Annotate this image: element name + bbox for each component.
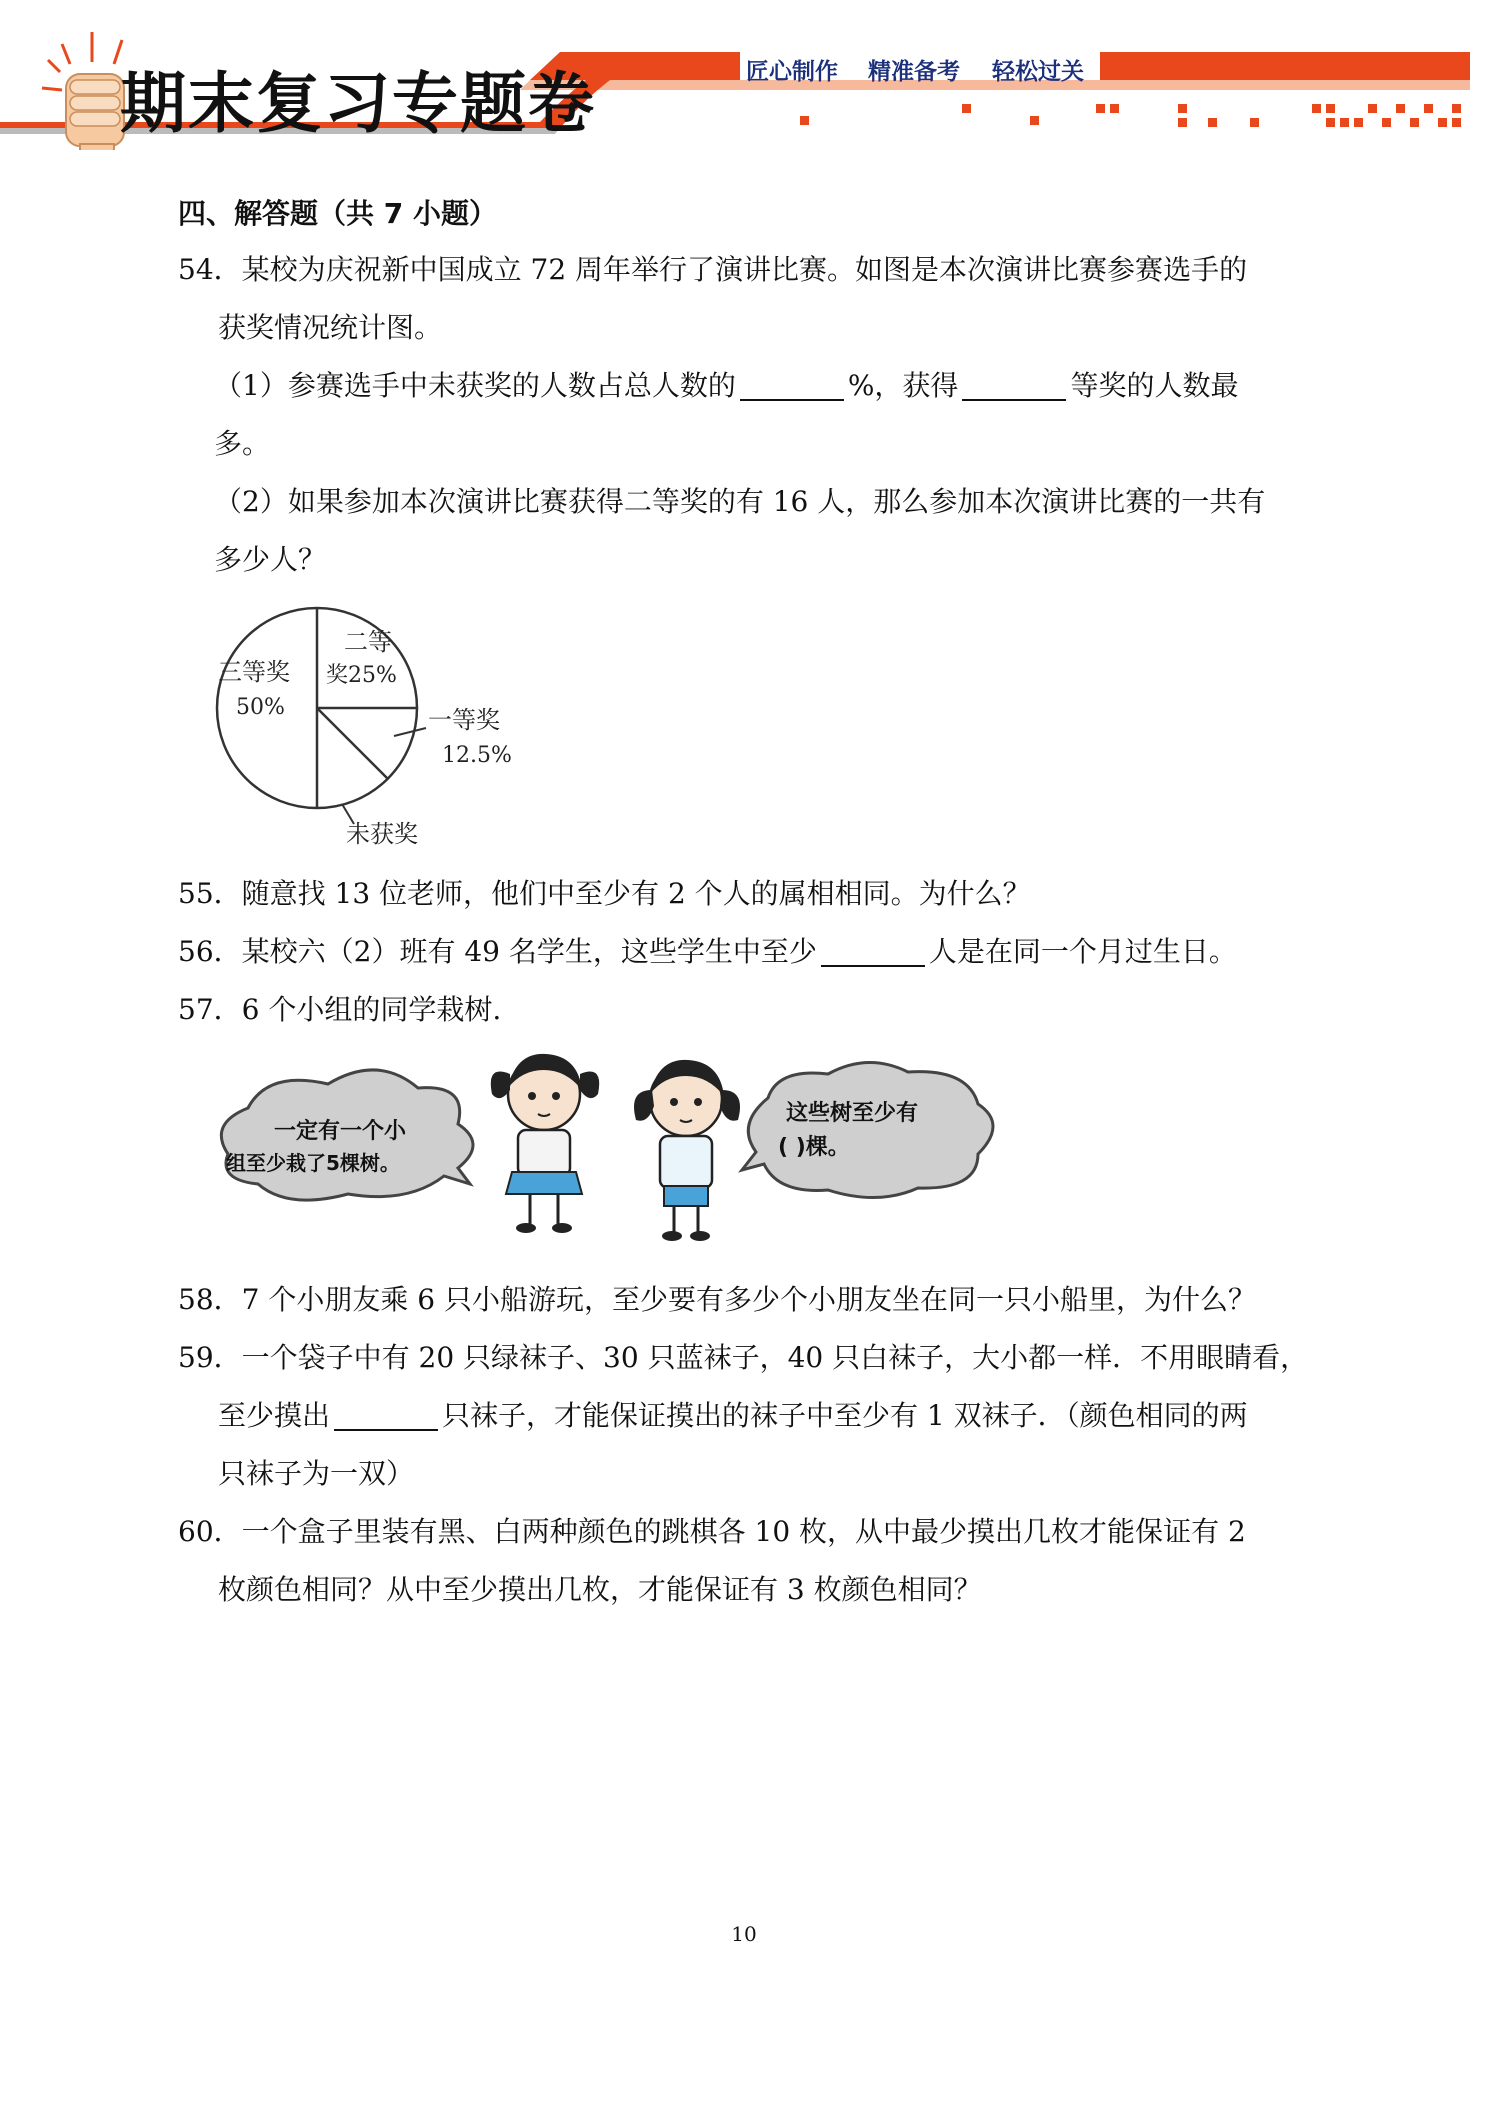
q54-blank-1[interactable] <box>740 371 844 401</box>
q59-blank[interactable] <box>334 1401 438 1431</box>
leader-first-prize <box>394 728 426 736</box>
q56-text-b: 人是在同一个月过生日。 <box>928 935 1237 968</box>
q57-illustration <box>208 1044 1008 1244</box>
label-second-prize-value: 奖25% <box>326 663 397 688</box>
label-no-prize: 未获奖 <box>346 820 418 848</box>
q56-blank[interactable] <box>821 937 925 967</box>
q57-text: 57．6 个小组的同学栽树. <box>178 993 502 1026</box>
q59-line1: 59．一个袋子中有 20 只绿袜子、30 只蓝袜子，40 只白袜子，大小都一样．不用眼睛看， <box>178 1341 1309 1374</box>
section-title: 四、解答题（共 7 小题） <box>178 197 497 230</box>
label-first-prize: 一等奖 <box>428 706 500 734</box>
q54-part1-text-a: （1）参赛选手中未获奖的人数占总人数的 <box>214 369 736 402</box>
q56-text-a: 56．某校六（2）班有 49 名学生，这些学生中至少 <box>178 935 817 968</box>
girl-left-figure <box>491 1054 599 1233</box>
girl-right-figure <box>634 1060 740 1241</box>
q54-part2-line2: 多少人？ <box>214 543 327 576</box>
pie-radius-3 <box>317 708 388 779</box>
bubble-right-line2: ( )棵。 <box>778 1135 850 1160</box>
q54-part1-text-b: %，获得 <box>847 369 959 402</box>
q58-text: 58．7 个小朋友乘 6 只小船游玩，至少要有多少个小朋友坐在同一只小船里，为什么？ <box>178 1283 1256 1316</box>
q59-line2-text-a: 至少摸出 <box>218 1399 331 1432</box>
label-third-prize-value: 50% <box>236 695 285 720</box>
q60-line1: 60．一个盒子里装有黑、白两种颜色的跳棋各 10 枚，从中最少摸出几枚才能保证有 2 <box>178 1515 1246 1548</box>
q56-text <box>178 930 1237 970</box>
bubble-left-line2: 组至少栽了5棵树。 <box>226 1151 400 1175</box>
q59-line2 <box>218 1394 1248 1434</box>
q59-line3: 只袜子为一双） <box>218 1457 415 1490</box>
page-header <box>0 0 1488 150</box>
label-second-prize: 二等 <box>344 628 392 656</box>
bubble-right-line1: 这些树至少有 <box>786 1101 919 1126</box>
bubble-left-line1: 一定有一个小 <box>274 1119 407 1144</box>
header-dot-pattern <box>800 104 1461 127</box>
header-slogan-2: 精准备考 <box>868 59 960 85</box>
q54-part1-end: 多。 <box>214 427 271 460</box>
q55-text: 55．随意找 13 位老师，他们中至少有 2 个人的属相相同。为什么？ <box>178 877 1031 910</box>
header-slogan-1: 匠心制作 <box>746 59 838 85</box>
header-slogan-3: 轻松过关 <box>992 59 1084 85</box>
q54-blank-2[interactable] <box>962 371 1066 401</box>
q54-pie-chart <box>214 598 534 848</box>
label-third-prize: 三等奖 <box>218 658 290 686</box>
label-first-prize-value: 12.5% <box>442 743 512 768</box>
page-number: 10 <box>731 1922 757 1946</box>
q60-line2: 枚颜色相同？从中至少摸出几枚，才能保证有 3 枚颜色相同？ <box>218 1573 982 1606</box>
q54-line2: 获奖情况统计图。 <box>218 311 443 344</box>
q54-part1-text-c: 等奖的人数最 <box>1070 369 1239 402</box>
speech-bubble-right <box>742 1062 993 1197</box>
q54-line1: 54．某校为庆祝新中国成立 72 周年举行了演讲比赛。如图是本次演讲比赛参赛选手的 <box>178 253 1248 286</box>
q54-part2-line1: （2）如果参加本次演讲比赛获得二等奖的有 16 人，那么参加本次演讲比赛的一共有 <box>214 485 1266 518</box>
q59-line2-text-b: 只袜子，才能保证摸出的袜子中至少有 1 双袜子．（颜色相同的两 <box>442 1399 1248 1432</box>
header-title: 期末复习专题卷 <box>120 65 596 142</box>
q54-part1 <box>214 364 1238 404</box>
